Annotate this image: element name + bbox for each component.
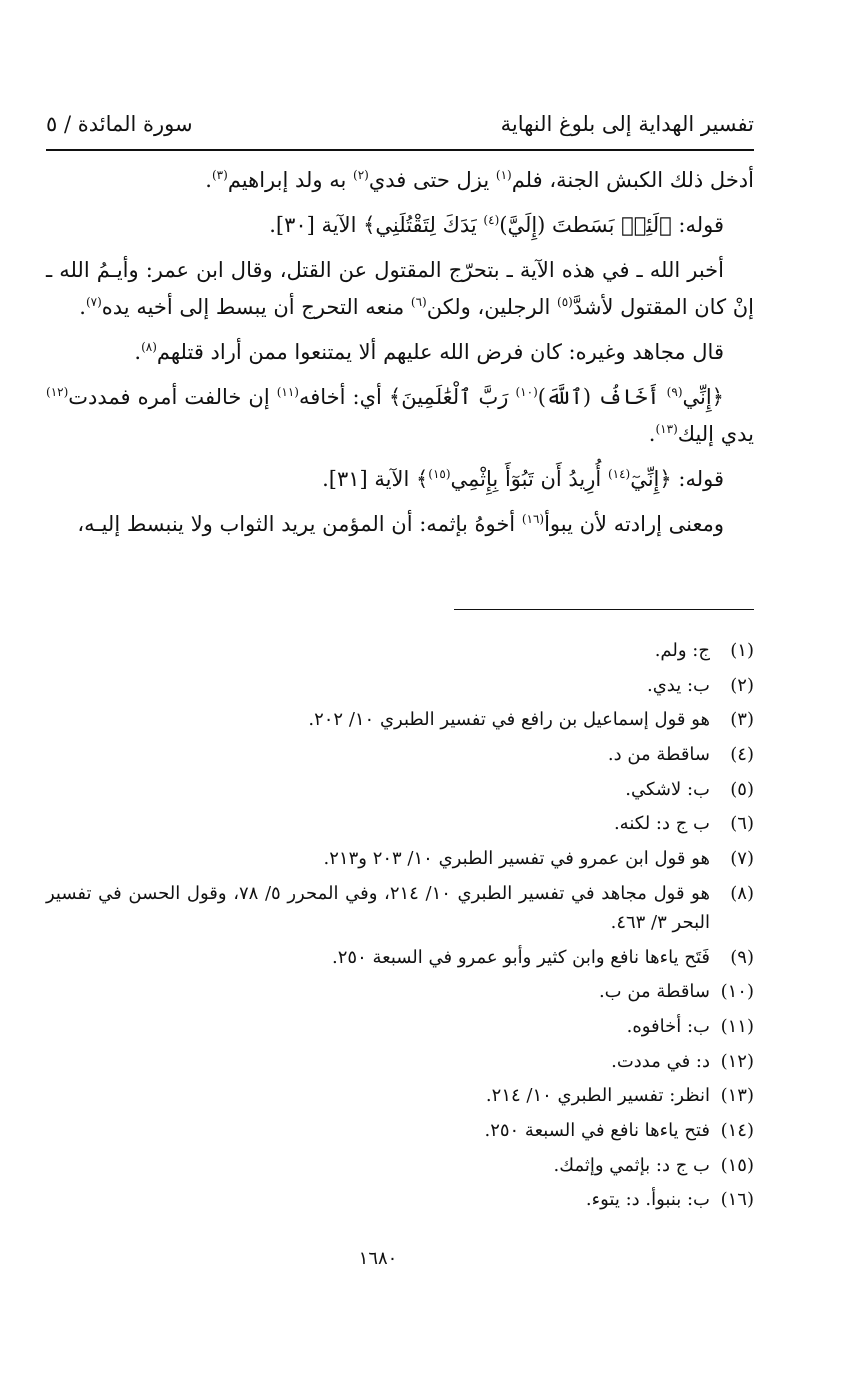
footnote: [46, 775, 754, 804]
footnote-ref: (٤): [483, 213, 500, 227]
paragraph-1: [46, 162, 754, 199]
footnote: [46, 1185, 754, 1214]
text-run: يزل حتى فدي: [368, 168, 496, 192]
footnote-text: هو قول مجاهد في تفسير الطبري ١٠/ ٢١٤، وفي المحرر ٥/ ٧٨، وقول الحسن في تفسير البحر ٣/ ٤٦٣.: [46, 882, 710, 933]
text-run: أدخل ذلك الكبش الجنة، فلم: [511, 168, 754, 192]
footnote-ref: (١): [495, 168, 512, 182]
text-run: يدي إليك: [677, 422, 754, 446]
footnote: [46, 636, 754, 665]
text-run: .: [79, 295, 86, 319]
footnote-text: ساقطة من د.: [607, 744, 710, 766]
text-run: الرجلين، ولكن: [426, 295, 558, 319]
footnote-text: ب: أخافوه.: [626, 1015, 710, 1037]
text-run: رَبَّ ٱلْعَٰلَمِينَ﴾ أي: أخافه: [298, 385, 516, 409]
footnote-text: هو قول إسماعيل بن رافع في تفسير الطبري ١٠/ ٢٠٢.: [308, 709, 710, 731]
footnote-number: (٢): [730, 674, 754, 696]
text-run: قوله: ﴿إِنِّيٓ: [630, 467, 724, 491]
footnote-text: فتح ياءها نافع في السبعة ٢٥٠.: [484, 1119, 710, 1141]
footnote-ref: (٩): [666, 385, 683, 399]
footnote-number: (١): [730, 640, 754, 661]
footnote: [46, 740, 754, 769]
text-run: ﴿إِنِّي: [682, 385, 724, 409]
footnote-number: (٦): [730, 813, 754, 835]
footnote-ref: (٨): [141, 340, 157, 354]
footnote-text: ساقطة من ب.: [598, 981, 710, 1003]
text-run: إن خالفت أمره فمددت: [68, 385, 277, 409]
footnote-ref: (١٥): [428, 467, 451, 481]
text-run: به ولد إبراهيم: [227, 168, 353, 192]
footnote-number: (٤): [730, 744, 754, 766]
running-head: [46, 106, 754, 146]
footnote-text: ب: بنبوأ. د: يتوء.: [585, 1189, 710, 1211]
footnote-ref: (١٢): [46, 385, 69, 399]
text-run: .: [134, 340, 142, 364]
footnote-ref: (١٤): [607, 467, 631, 481]
footnote-ref: (١٦): [521, 512, 545, 526]
text-run: .: [205, 168, 212, 192]
footnote-text: ب: يدي.: [647, 674, 710, 696]
footnote: [46, 844, 754, 873]
text-run: ومعنى إرادته لأن يبوأ: [544, 512, 724, 536]
footnote: [46, 671, 754, 700]
footnote-ref: (٢): [353, 168, 369, 182]
text-run: .: [648, 422, 656, 446]
footnote-text: ج: ولم.: [654, 640, 710, 661]
book-title: تفسير الهداية إلى بلوغ النهاية: [500, 112, 754, 136]
footnote: [46, 809, 754, 838]
paragraph-6: [46, 461, 754, 498]
footnote-ref: (٥): [557, 295, 573, 309]
footnote: [46, 1081, 754, 1110]
footnote-number: (١٢): [720, 1050, 754, 1072]
footnote: [46, 1151, 754, 1180]
text-run: قال مجاهد وغيره: كان فرض الله عليهم ألا يمتنعوا ممن أراد قتلهم: [156, 340, 724, 364]
text-run: أُرِيدُ أَن تَبُوٓأَ بِإِثْمِي: [450, 467, 608, 491]
footnote-number: (٨): [730, 882, 754, 904]
footnote-ref: (١١): [276, 385, 299, 399]
footnote-text: ب: لاشكي.: [625, 778, 710, 800]
footnote-ref: (٧): [85, 295, 102, 309]
footnote: [46, 1047, 754, 1076]
footnote: [46, 977, 754, 1006]
footnote-number: (٩): [730, 946, 754, 968]
text-run: منعه التحرج أن يبسط إلى أخيه يده: [101, 295, 411, 319]
text-run: أَخَافُ (ٱللَّهَ): [537, 385, 667, 409]
text-run: أخوهُ بإثمه: أن المؤمن يريد الثواب ولا ينبسط إليـه،: [77, 512, 522, 536]
footnote-number: (١٦): [720, 1189, 754, 1211]
surah-label: سورة المائدة / ٥: [46, 112, 193, 136]
footnote-ref: (١٠): [515, 385, 538, 399]
footnote-text: فَتَح ياءها نافع وابن كثير وأبو عمرو في السبعة ٢٥٠.: [332, 946, 710, 968]
footnote: [46, 943, 754, 972]
footnote-text: هو قول ابن عمرو في تفسير الطبري ١٠/ ٢٠٣ و٢١٣.: [323, 848, 710, 870]
paragraph-2: [46, 207, 754, 244]
footnote: [46, 705, 754, 734]
paragraph-4: [46, 334, 754, 371]
footnote: [46, 1116, 754, 1145]
footnote-ref: (٣): [211, 168, 228, 182]
footnotes: [46, 636, 754, 1220]
text-run: أخبر الله ـ في هذه الآية ـ بتحرّج المقتول عن القتل، وقال ابن عمر: وأيـمُ الله ـ إنْ كان المقتول لأشدَّ: [46, 258, 754, 319]
footnote-ref: (١٣): [655, 422, 678, 436]
footnote-number: (١٥): [720, 1154, 754, 1176]
paragraph-7: [46, 506, 754, 543]
footnote-number: (١٤): [720, 1119, 754, 1141]
footnote-number: (١٠): [720, 981, 754, 1003]
footnote-number: (٣): [730, 709, 754, 731]
footnote-ref: (٦): [410, 295, 427, 309]
footnote: [46, 1012, 754, 1041]
text-run: يَدَكَ لِتَقْتُلَنِي﴾ الآية [٣٠].: [269, 213, 484, 237]
page-number: ١٦٨٠: [358, 1248, 398, 1269]
footnote-text: ب ج د: بإثمي وإثمك.: [553, 1154, 710, 1176]
text-run: ﴾ الآية [٣١].: [322, 467, 429, 491]
paragraph-3: [46, 252, 754, 326]
footnote-text: انظر: تفسير الطبري ١٠/ ٢١٤.: [485, 1085, 710, 1107]
footnote-number: (١٣): [720, 1085, 754, 1107]
footnote-separator: [454, 609, 754, 610]
footnote-number: (٥): [730, 778, 754, 800]
main-text: [46, 162, 754, 551]
text-run: قوله: ﴿لَئِنۢ بَسَطتَ (إِلَيَّ): [499, 213, 724, 237]
header-rule: [46, 149, 754, 151]
footnote-text: ب ج د: لكنه.: [613, 813, 710, 835]
footnote-number: (٧): [730, 848, 754, 870]
footnote-number: (١١): [720, 1015, 754, 1037]
footnote-text: د: في مددت.: [611, 1050, 710, 1072]
footnote: [46, 879, 754, 937]
paragraph-5: [46, 379, 754, 453]
